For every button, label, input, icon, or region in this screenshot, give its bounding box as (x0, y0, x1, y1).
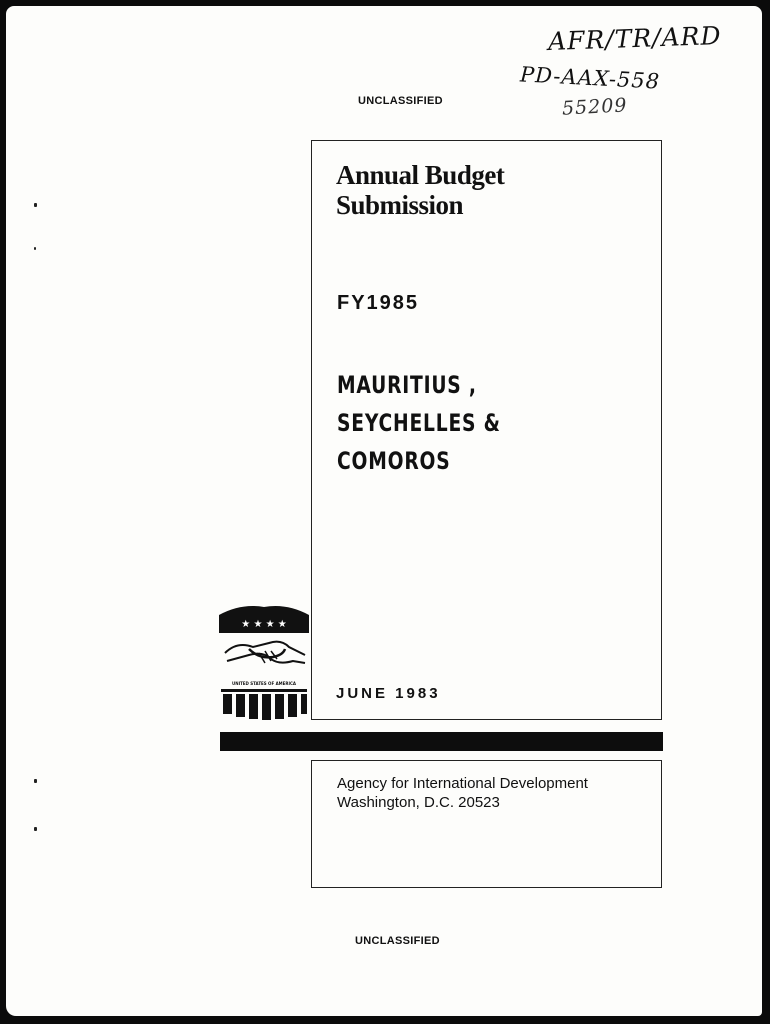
country-list (337, 366, 501, 480)
classification-bottom: UNCLASSIFIED (355, 935, 440, 947)
publication-date: JUNE 1983 (336, 685, 441, 702)
country-comoros: COMOROS (337, 447, 451, 475)
country-mauritius: MAURITIUS , (337, 371, 477, 399)
divider-band (220, 732, 663, 751)
seal-ribbon-text: UNITED STATES OF AMERICA (231, 681, 297, 686)
handwritten-reference-number: 55209 (561, 94, 628, 120)
document-title (336, 160, 636, 220)
agency-address: Washington, D.C. 20523 (337, 794, 500, 811)
scan-speck (34, 203, 37, 207)
title-line-1: Annual Budget (336, 160, 505, 190)
fiscal-year: FY1985 (337, 292, 420, 314)
seal-stars: ★ ★ ★ ★ (241, 619, 287, 630)
classification-top: UNCLASSIFIED (358, 95, 443, 107)
usaid-handshake-seal-icon (219, 603, 309, 720)
handwritten-document-number: PD-AAX-558 (519, 62, 661, 94)
country-seychelles: SEYCHELLES & (337, 409, 501, 437)
agency-name: Agency for International Development (337, 775, 588, 792)
scan-speck (34, 779, 37, 783)
scan-speck (34, 247, 36, 250)
handwritten-office-code: AFR/TR/ARD (547, 20, 722, 57)
title-line-2: Submission (336, 190, 464, 220)
scan-speck (34, 827, 37, 831)
agency-block (337, 774, 588, 812)
